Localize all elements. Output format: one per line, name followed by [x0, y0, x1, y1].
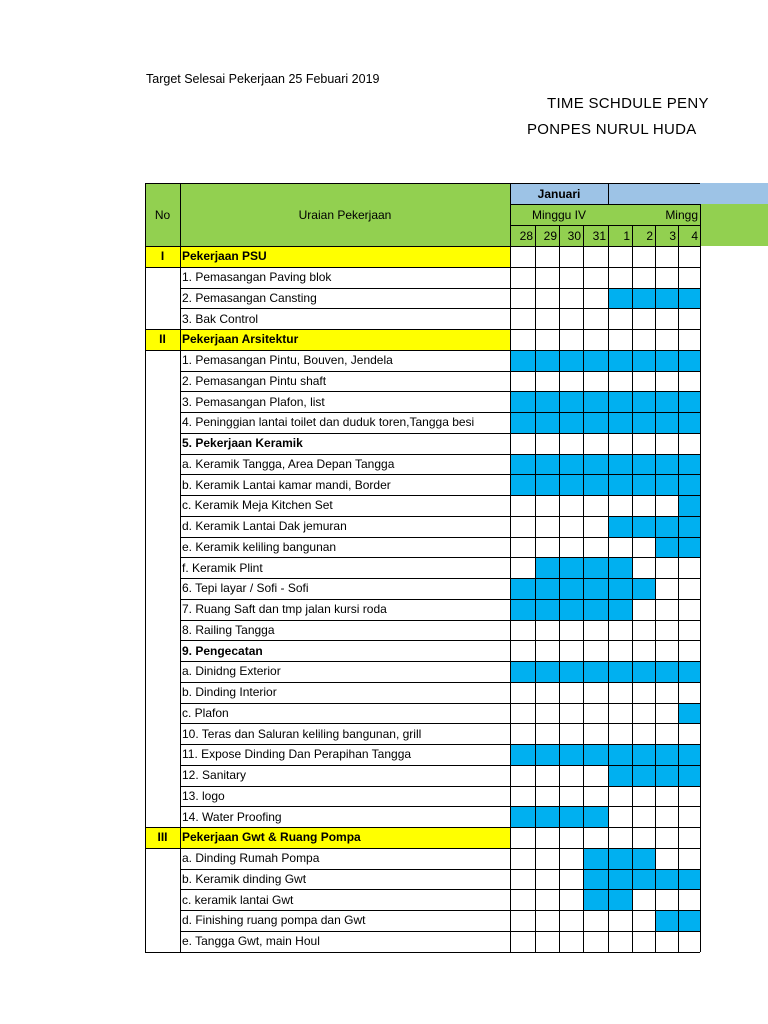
task-label: 4. Peninggian lantai toilet dan duduk toren,Tangga besi [182, 415, 475, 430]
col-uraian-header: Uraian Pekerjaan [298, 207, 392, 222]
gantt-bar-cell [535, 412, 559, 433]
grid-line [180, 495, 700, 496]
week-minggu-iv: Minggu IV [531, 207, 587, 222]
task-label: 8. Railing Tangga [182, 622, 275, 637]
grid-line [180, 308, 700, 309]
gantt-bar-cell [510, 474, 535, 495]
task-label: c. keramik lantai Gwt [182, 892, 294, 907]
gantt-bar-cell [632, 391, 655, 412]
gantt-bar-cell [535, 350, 559, 371]
gantt-bar-cell [632, 516, 655, 537]
gantt-bar-cell [608, 412, 632, 433]
gantt-bar-cell [632, 744, 655, 765]
gantt-bar-cell [510, 661, 535, 682]
gantt-bar-cell [655, 516, 678, 537]
day-header: 2 [646, 228, 653, 243]
gantt-bar-cell [655, 765, 678, 786]
gantt-bar-cell [510, 599, 535, 620]
grid-line [510, 225, 700, 226]
task-label: 6. Tepi layar / Sofi - Sofi [182, 581, 309, 596]
gantt-bar-cell [583, 744, 608, 765]
gantt-bar-cell [655, 391, 678, 412]
gantt-bar-cell [583, 578, 608, 599]
task-label: f. Keramik Plint [182, 560, 263, 575]
task-label: 13. logo [182, 788, 225, 803]
schedule-title: TIME SCHDULE PENY [547, 95, 709, 112]
gantt-bar-cell [608, 765, 632, 786]
grid-line [583, 225, 584, 952]
grid-line [180, 806, 700, 807]
grid-line [180, 931, 700, 932]
gantt-bar-cell [608, 474, 632, 495]
grid-line [180, 640, 700, 641]
gantt-bar-cell [583, 599, 608, 620]
task-label: d. Keramik Lantai Dak jemuran [182, 519, 347, 534]
section-title: Pekerjaan PSU [182, 249, 267, 264]
gantt-bar-cell [608, 599, 632, 620]
gantt-bar-cell [583, 869, 608, 890]
grid-line [180, 412, 700, 413]
gantt-bar-cell [632, 578, 655, 599]
gantt-bar-cell [678, 288, 700, 309]
grid-line [145, 848, 700, 849]
subsection-title: 9. Pengecatan [182, 643, 263, 658]
gantt-bar-cell [559, 806, 583, 827]
table-left-border [145, 183, 146, 952]
gantt-bar-cell [559, 661, 583, 682]
gantt-bar-cell [608, 391, 632, 412]
section-number: II [159, 332, 166, 347]
gantt-bar-cell [678, 765, 700, 786]
gantt-bar-cell [510, 350, 535, 371]
grid-line [632, 225, 633, 952]
day-header: 4 [691, 228, 698, 243]
gantt-bar-cell [678, 412, 700, 433]
gantt-bar-cell [510, 806, 535, 827]
gantt-bar-cell [678, 516, 700, 537]
gantt-bar-cell [655, 661, 678, 682]
grid-line [180, 183, 181, 952]
gantt-bar-cell [535, 744, 559, 765]
task-label: c. Plafon [182, 705, 229, 720]
grid-line [180, 474, 700, 475]
gantt-bar-cell [655, 454, 678, 475]
gantt-bar-cell [678, 495, 700, 516]
grid-line [535, 225, 536, 952]
gantt-bar-cell [535, 391, 559, 412]
grid-line [655, 225, 656, 952]
gantt-bar-cell [632, 848, 655, 869]
gantt-bar-cell [632, 869, 655, 890]
gantt-bar-cell [535, 599, 559, 620]
gantt-bar-cell [632, 350, 655, 371]
gantt-bar-cell [535, 454, 559, 475]
day-header: 1 [623, 228, 630, 243]
gantt-bar-cell [608, 516, 632, 537]
task-label: 10. Teras dan Saluran keliling bangunan, grill [182, 726, 422, 741]
gantt-bar-cell [559, 350, 583, 371]
gantt-bar-cell [608, 848, 632, 869]
gantt-bar-cell [583, 474, 608, 495]
gantt-bar-cell [608, 288, 632, 309]
section-title: Pekerjaan Gwt & Ruang Pompa [182, 830, 361, 845]
gantt-bar-cell [559, 557, 583, 578]
gantt-bar-cell [678, 537, 700, 558]
grid-line [145, 329, 700, 330]
grid-line [180, 765, 700, 766]
gantt-bar-cell [678, 350, 700, 371]
task-label: d. Finishing ruang pompa dan Gwt [182, 913, 366, 928]
task-label: a. Dinidng Exterior [182, 664, 281, 679]
grid-line [510, 204, 700, 205]
week-minggu-next: Mingg [665, 207, 698, 222]
grid-line [678, 225, 679, 952]
gantt-bar-cell [510, 412, 535, 433]
gantt-bar-cell [655, 537, 678, 558]
gantt-bar-cell [535, 578, 559, 599]
gantt-bar-cell [655, 910, 678, 931]
gantt-bar-cell [655, 474, 678, 495]
gantt-bar-cell [559, 412, 583, 433]
day-header: 31 [592, 228, 606, 243]
gantt-bar-cell [535, 474, 559, 495]
task-label: e. Keramik keliling bangunan [182, 539, 337, 554]
grid-line [145, 350, 700, 351]
task-label: a. Keramik Tangga, Area Depan Tangga [182, 456, 395, 471]
grid-line [180, 537, 700, 538]
grid-line [180, 869, 700, 870]
gantt-bar-cell [632, 454, 655, 475]
grid-line [180, 391, 700, 392]
gantt-bar-cell [655, 412, 678, 433]
grid-line [145, 827, 700, 828]
gantt-bar-cell [608, 454, 632, 475]
task-label: 3. Bak Control [182, 311, 259, 326]
task-label: e. Tangga Gwt, main Houl [182, 934, 320, 949]
day-header: 28 [519, 228, 533, 243]
grid-line [180, 889, 700, 890]
section-number: III [157, 830, 168, 845]
gantt-bar-cell [678, 869, 700, 890]
gantt-bar-cell [583, 391, 608, 412]
grid-line [180, 744, 700, 745]
target-date-note: Target Selesai Pekerjaan 25 Febuari 2019 [146, 72, 380, 86]
gantt-bar-cell [678, 454, 700, 475]
task-label: a. Dinding Rumah Pompa [182, 851, 320, 866]
grid-line [608, 225, 609, 952]
grid-line [180, 661, 700, 662]
subsection-title: 5. Pekerjaan Keramik [182, 436, 303, 451]
section-title: Pekerjaan Arsitektur [182, 332, 299, 347]
task-label: 11. Expose Dinding Dan Perapihan Tangga [182, 747, 412, 762]
gantt-bar-cell [510, 391, 535, 412]
grid-line [180, 620, 700, 621]
gantt-bar-cell [608, 350, 632, 371]
task-label: 1. Pemasangan Paving blok [182, 270, 332, 285]
month-januari: Januari [537, 186, 581, 201]
task-label: 12. Sanitary [182, 768, 247, 783]
gantt-bar-cell [632, 288, 655, 309]
day-header: 29 [543, 228, 557, 243]
grid-line [180, 703, 700, 704]
gantt-bar-cell [608, 661, 632, 682]
grid-line [180, 723, 700, 724]
day-header: 3 [669, 228, 676, 243]
gantt-bar-cell [583, 889, 608, 910]
gantt-bar-cell [608, 578, 632, 599]
task-label: 2. Pemasangan Cansting [182, 290, 317, 305]
gantt-bar-cell [632, 412, 655, 433]
grid-line [180, 910, 700, 911]
gantt-bar-cell [535, 557, 559, 578]
task-label: b. Keramik Lantai kamar mandi, Border [182, 477, 391, 492]
task-label: c. Keramik Meja Kitchen Set [182, 498, 333, 513]
gantt-bar-cell [608, 557, 632, 578]
gantt-bar-cell [583, 661, 608, 682]
gantt-bar-cell [510, 454, 535, 475]
table-right-border [700, 204, 701, 952]
gantt-bar-cell [510, 744, 535, 765]
task-label: 14. Water Proofing [182, 809, 282, 824]
task-label: b. Dinding Interior [182, 685, 277, 700]
gantt-bar-cell [559, 578, 583, 599]
gantt-bar-cell [559, 474, 583, 495]
grid-line [180, 682, 700, 683]
gantt-bar-cell [559, 454, 583, 475]
gantt-bar-cell [559, 391, 583, 412]
gantt-bar-cell [583, 412, 608, 433]
gantt-bar-cell [655, 288, 678, 309]
grid-line [145, 246, 700, 247]
gantt-bar-cell [583, 350, 608, 371]
task-label: b. Keramik dinding Gwt [182, 871, 307, 886]
gantt-bar-cell [678, 391, 700, 412]
grid-line [180, 433, 700, 434]
grid-line [510, 183, 511, 952]
grid-line [145, 952, 700, 953]
task-label: 1. Pemasangan Pintu, Bouven, Jendela [182, 353, 393, 368]
gantt-bar-cell [535, 661, 559, 682]
grid-line [180, 786, 700, 787]
gantt-bar-cell [535, 806, 559, 827]
gantt-bar-cell [655, 869, 678, 890]
section-number: I [160, 249, 165, 264]
task-label: 3. Pemasangan Plafon, list [182, 394, 325, 409]
gantt-bar-cell [655, 744, 678, 765]
gantt-bar-cell [632, 661, 655, 682]
gantt-bar-cell [608, 869, 632, 890]
day-header: 30 [567, 228, 581, 243]
grid-line [180, 454, 700, 455]
grid-line [145, 267, 700, 268]
gantt-bar-cell [678, 474, 700, 495]
col-no-header: No [154, 207, 171, 222]
grid-line [608, 183, 609, 204]
gantt-bar-cell [632, 765, 655, 786]
gantt-bar-cell [583, 848, 608, 869]
gantt-bar-cell [678, 910, 700, 931]
gantt-bar-cell [608, 744, 632, 765]
gantt-bar-cell [583, 557, 608, 578]
gantt-bar-cell [678, 661, 700, 682]
task-label: 7. Ruang Saft dan tmp jalan kursi roda [182, 602, 387, 617]
gantt-bar-cell [608, 889, 632, 910]
gantt-bar-cell [678, 744, 700, 765]
month2-header-background [608, 183, 768, 204]
grid-line [559, 225, 560, 952]
gantt-bar-cell [678, 703, 700, 724]
project-name: PONPES NURUL HUDA [527, 121, 697, 138]
gantt-bar-cell [559, 744, 583, 765]
gantt-bar-cell [632, 474, 655, 495]
grid-line [180, 578, 700, 579]
gantt-bar-cell [559, 599, 583, 620]
gantt-bar-cell [583, 806, 608, 827]
grid-line [180, 371, 700, 372]
grid-line [180, 288, 700, 289]
task-label: 2. Pemasangan Pintu shaft [182, 373, 327, 388]
gantt-bar-cell [583, 454, 608, 475]
table-top-border [145, 183, 700, 184]
grid-line [180, 599, 700, 600]
grid-line [180, 516, 700, 517]
gantt-bar-cell [655, 350, 678, 371]
gantt-bar-cell [510, 578, 535, 599]
grid-line [180, 557, 700, 558]
